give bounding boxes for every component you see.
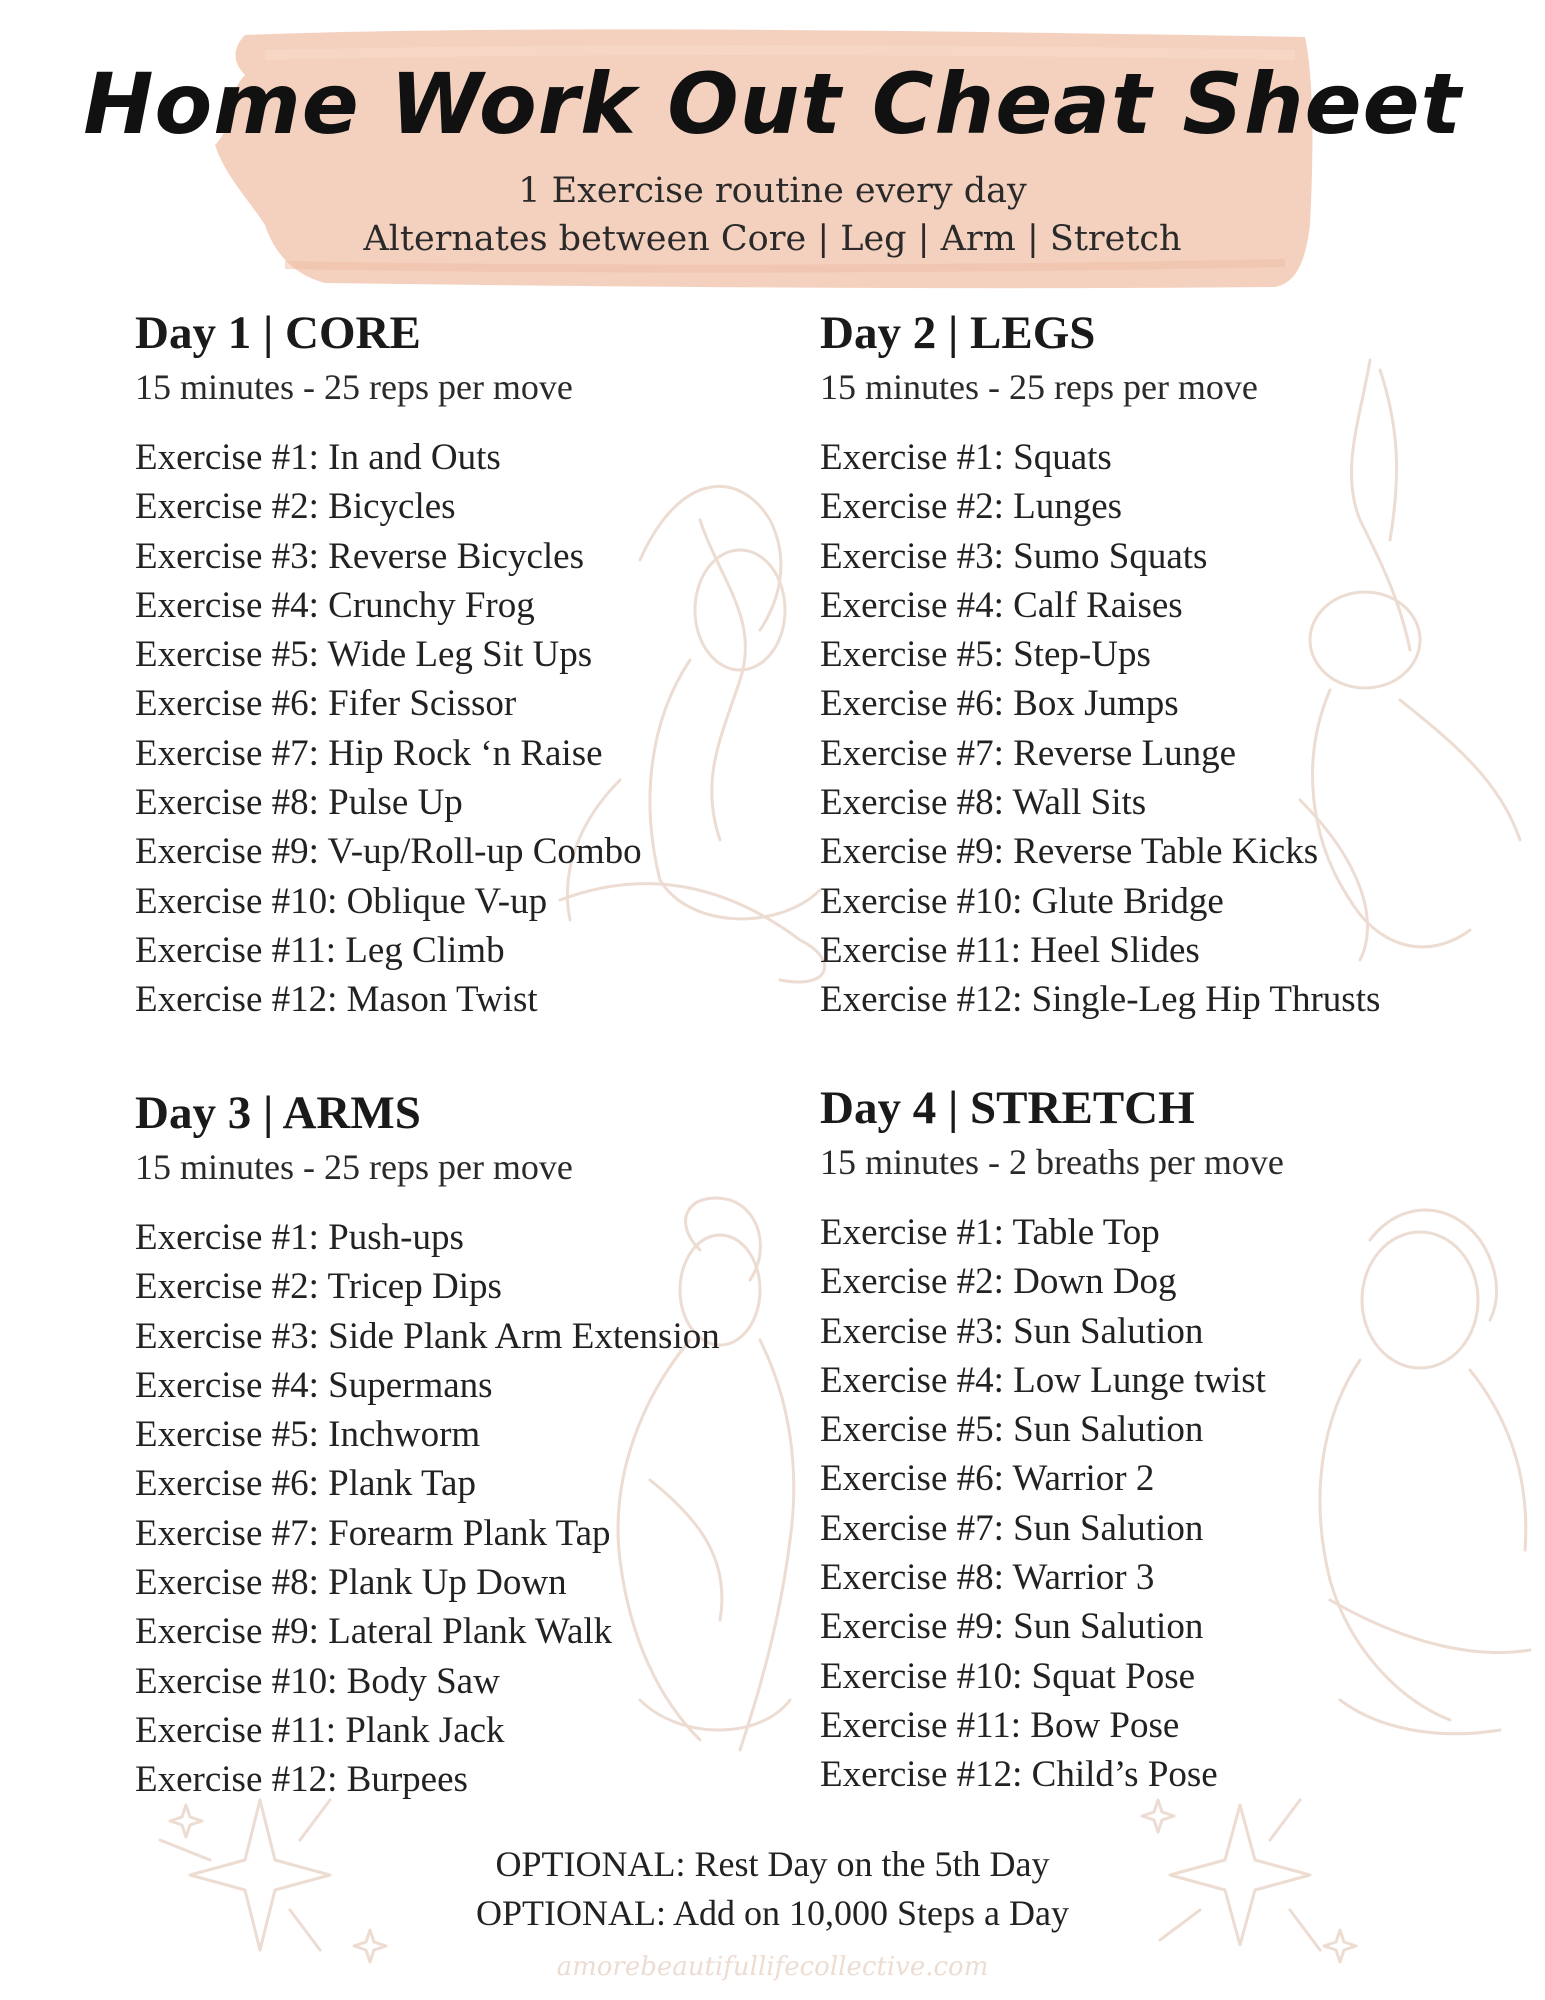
exercise-item: Exercise #1: In and Outs — [135, 437, 501, 478]
exercise-item: Exercise #5: Wide Leg Sit Ups — [135, 634, 593, 676]
exercise-item: Exercise #7: Forearm Plank Tap — [135, 1512, 611, 1554]
exercise-item: Exercise #3: Sun Salution — [820, 1310, 1204, 1352]
exercise-item: Exercise #10: Squat Pose — [820, 1655, 1196, 1697]
exercise-item: Exercise #5: Step-Ups — [820, 634, 1151, 676]
day-title: Day 2 | LEGS — [820, 307, 1096, 359]
exercise-item: Exercise #6: Box Jumps — [820, 683, 1179, 725]
watermark-url: amorebeautifullifecollective.com — [556, 1952, 989, 1982]
day-1-section — [135, 307, 875, 1025]
exercise-item: Exercise #10: Glute Bridge — [820, 880, 1224, 922]
day-4-section — [820, 1082, 1545, 1800]
exercise-item: Exercise #9: Lateral Plank Walk — [135, 1611, 613, 1653]
day-meta: 15 minutes - 2 breaths per move — [820, 1142, 1284, 1182]
exercise-item: Exercise #11: Leg Climb — [135, 929, 505, 971]
exercise-item: Exercise #12: Burpees — [135, 1759, 468, 1801]
exercise-item: Exercise #1: Push-ups — [135, 1217, 464, 1258]
exercise-list — [135, 1213, 875, 1805]
day-title: Day 1 | CORE — [135, 307, 421, 359]
exercise-item: Exercise #6: Fifer Scissor — [135, 683, 517, 725]
page-title: Home Work Out Cheat Sheet — [83, 55, 1462, 153]
exercise-item: Exercise #3: Reverse Bicycles — [135, 535, 584, 577]
exercise-item: Exercise #3: Sumo Squats — [820, 535, 1208, 577]
exercise-item: Exercise #10: Oblique V-up — [135, 880, 548, 922]
day-meta: 15 minutes - 25 reps per move — [135, 367, 573, 407]
exercise-item: Exercise #11: Heel Slides — [820, 929, 1200, 971]
exercise-item: Exercise #11: Bow Pose — [820, 1704, 1180, 1746]
exercise-item: Exercise #7: Hip Rock ‘n Raise — [135, 732, 603, 774]
exercise-list — [135, 433, 875, 1025]
exercise-item: Exercise #4: Calf Raises — [820, 584, 1183, 626]
exercise-item: Exercise #11: Plank Jack — [135, 1709, 505, 1751]
exercise-item: Exercise #9: Reverse Table Kicks — [820, 831, 1319, 873]
footer-optional-rest: OPTIONAL: Rest Day on the 5th Day — [495, 1844, 1050, 1884]
day-meta: 15 minutes - 25 reps per move — [135, 1147, 573, 1187]
day-meta: 15 minutes - 25 reps per move — [820, 367, 1258, 407]
exercise-item: Exercise #9: V-up/Roll-up Combo — [135, 831, 642, 873]
day-title: Day 3 | ARMS — [135, 1087, 421, 1139]
exercise-item: Exercise #8: Pulse Up — [135, 782, 463, 824]
exercise-item: Exercise #8: Wall Sits — [820, 782, 1147, 824]
exercise-item: Exercise #1: Table Top — [820, 1212, 1160, 1253]
exercise-list — [820, 433, 1545, 1025]
exercise-item: Exercise #10: Body Saw — [135, 1660, 500, 1702]
subtitle-line-1: 1 Exercise routine every day — [518, 171, 1027, 211]
exercise-item: Exercise #7: Reverse Lunge — [820, 732, 1237, 774]
exercise-item: Exercise #8: Warrior 3 — [820, 1557, 1155, 1599]
exercise-list — [820, 1208, 1545, 1800]
exercise-item: Exercise #2: Bicycles — [135, 486, 456, 528]
day-3-section — [135, 1087, 875, 1805]
exercise-item: Exercise #12: Single-Leg Hip Thrusts — [820, 979, 1381, 1021]
exercise-item: Exercise #8: Plank Up Down — [135, 1562, 567, 1604]
exercise-item: Exercise #7: Sun Salution — [820, 1507, 1204, 1549]
footer-optional-steps: OPTIONAL: Add on 10,000 Steps a Day — [476, 1893, 1069, 1933]
exercise-item: Exercise #5: Inchworm — [135, 1414, 481, 1456]
exercise-item: Exercise #2: Down Dog — [820, 1261, 1177, 1303]
exercise-item: Exercise #2: Lunges — [820, 486, 1123, 528]
exercise-item: Exercise #6: Warrior 2 — [820, 1458, 1155, 1500]
exercise-item: Exercise #12: Mason Twist — [135, 979, 538, 1021]
exercise-item: Exercise #5: Sun Salution — [820, 1409, 1204, 1451]
day-2-section — [820, 307, 1545, 1025]
exercise-item: Exercise #6: Plank Tap — [135, 1463, 476, 1505]
exercise-item: Exercise #12: Child’s Pose — [820, 1754, 1218, 1796]
exercise-item: Exercise #2: Tricep Dips — [135, 1266, 502, 1308]
day-title: Day 4 | STRETCH — [820, 1082, 1195, 1134]
exercise-item: Exercise #4: Supermans — [135, 1364, 493, 1406]
subtitle-line-2: Alternates between Core | Leg | Arm | Stretch — [363, 219, 1182, 259]
exercise-item: Exercise #9: Sun Salution — [820, 1606, 1204, 1648]
exercise-item: Exercise #4: Crunchy Frog — [135, 584, 535, 626]
exercise-item: Exercise #4: Low Lunge twist — [820, 1359, 1266, 1401]
exercise-item: Exercise #1: Squats — [820, 437, 1112, 478]
exercise-item: Exercise #3: Side Plank Arm Extension — [135, 1315, 720, 1357]
